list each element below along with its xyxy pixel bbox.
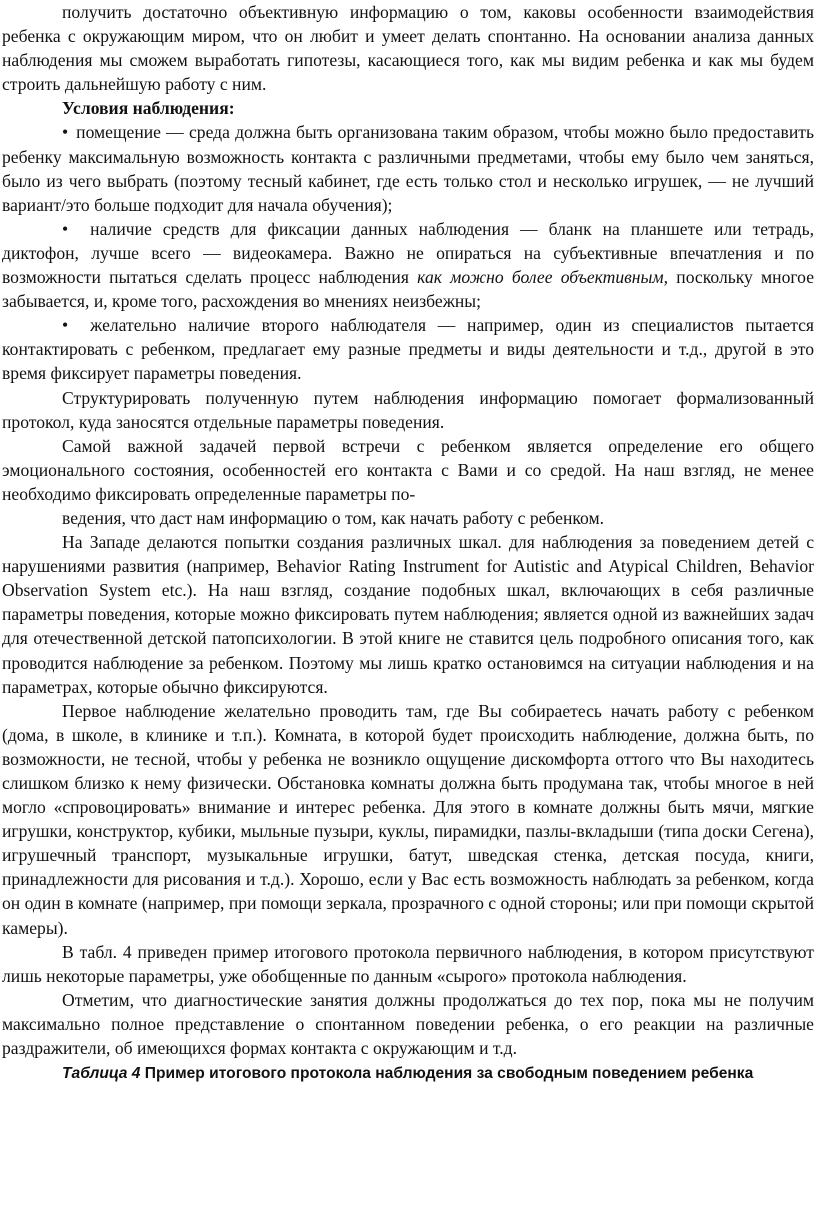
list-item-text: желательно наличие второго наблюдателя — например, один из специалистов пытается контактировать с ребенком, предлагает ему разные предметы и виды деятельности и т.д., другой в это время фиксирует параметры поведения. <box>2 315 814 384</box>
table-caption-label: Таблица 4 <box>62 1065 141 1083</box>
paragraph-first-observation: Первое наблюдение желательно проводить там, где Вы собираетесь начать работу с ребенком (дома, в школе, в клинике и т.п.). Комната, в которой будет происходить наблюдение, должна быть, по возможности, не тесной, чтобы у ребенка не возникло ощущение дискомфорта оттого что Вы находитесь слишком близко к нему физически. Обстановка комнаты должна быть продумана так, чтобы многое в ней могло «спровоцировать» внимание и интерес ребенка. Для этого в комнате должны быть мячи, мягкие игрушки, конструктор, кубики, мыльные пузыри, куклы, пирамидки, пазлы-вкладыши (типа доски Сегена), игрушечный транспорт, музыкальные игрушки, батут, шведская стенка, детская посуда, книги, принадлежности для рисования и т.д.). Хорошо, если у Вас есть возможность наблюдать за ребенком, когда он один в комнате (например, при помощи зеркала, прозрачного с одной стороны; или при помощи скрытой камеры). <box>2 700 814 938</box>
paragraph-western-scales: На Западе делаются попытки создания различных шкал. для наблюдения за поведением детей с нарушениями развития (например, Behavior Rating Instrument for Autistic and Atypical Children, Behavior Observation System etc.). На наш взгляд, создание подобных шкал, включающих в себя различные параметры поведения, которые можно фиксировать путем наблюдения; является одной из важнейших задач для отечественной детской патопсихологии. В этой книге не ставится цель подробного описания того, как проводится наблюдение за ребенком. Поэтому мы лишь кратко остановимся на ситуации наблюдения и на параметрах, которые обычно фиксируются. <box>2 532 814 697</box>
paragraph-diagnostic-sessions: Отметим, что диагностические занятия должны продолжаться до тех пор, пока мы не получим максимально полное представление о спонтанном поведении ребенка, о его реакции на различные раздражители, об имеющихся формах контакта с окружающим и т.д. <box>2 989 814 1059</box>
list-item-text-continued: поскольку многое забывается, и, кроме того, расхождения во мнениях неизбежны; <box>2 267 814 312</box>
paragraph-intro-continuation <box>2 0 814 96</box>
list-item-room <box>2 120 814 216</box>
table-caption-text: Пример итогового протокола наблюдения за свободным поведением ребенка <box>144 1065 754 1083</box>
list-item-text: наличие средств для фиксации данных наблюдения — бланк на планшете или тетрадь, диктофон, лучше всего — видеокамера. Важно не опираться на субъективные впечатления и по возможности пытаться сделать процесс наблюдения <box>2 218 814 288</box>
table-caption <box>2 1064 814 1084</box>
paragraph-continuation: ведения, что даст нам информацию о том, как начать работу с ребенком. <box>62 507 605 528</box>
bullet-icon: • <box>62 122 69 143</box>
bullet-icon: • <box>62 315 69 336</box>
emphasized-text: как можно более объективным, <box>417 267 669 288</box>
list-item-text: помещение — среда должна быть организована таким образом, чтобы можно было предоставить ребенку максимальную возможность контакта с различными предметами, чтобы ему было чем заняться, было из чего выбрать (поэтому тесный кабинет, где есть только стол и несколько игрушек, — не лучший вариант/это больше подходит для начала обучения); <box>2 122 814 215</box>
section-heading: Условия наблюдения: <box>62 98 235 119</box>
paragraph-protocol: Структурировать полученную путем наблюдения информацию помогает формализованный протокол, куда заносятся отдельные параметры поведения. <box>2 387 814 432</box>
document-page <box>2 0 814 1084</box>
list-item-recording-means <box>2 217 814 313</box>
bullet-icon: • <box>62 218 69 239</box>
paragraph-first-meeting: Самой важной задачей первой встречи с ребенком является определение его общего эмоционального состояния, особенностей его контакта с Вами и со средой. На наш взгляд, не менее необходимо фиксировать определенные параметры по- <box>2 435 814 504</box>
paragraph-text: получить достаточно объективную информацию о том, каковы особенности взаимодействия ребенка с окружающим миром, что он любит и умеет делать спонтанно. На основании анализа данных наблюдения мы сможем выработать гипотезы, касающиеся того, как мы видим ребенка и как мы будем строить дальнейшую работу с ним. <box>2 2 814 95</box>
list-item-second-observer <box>2 313 814 385</box>
paragraph-table-reference: В табл. 4 приведен пример итогового протокола первичного наблюдения, в котором присутствуют лишь некоторые параметры, уже обобщенные по данным «сырого» протокола наблюдения. <box>2 941 814 986</box>
